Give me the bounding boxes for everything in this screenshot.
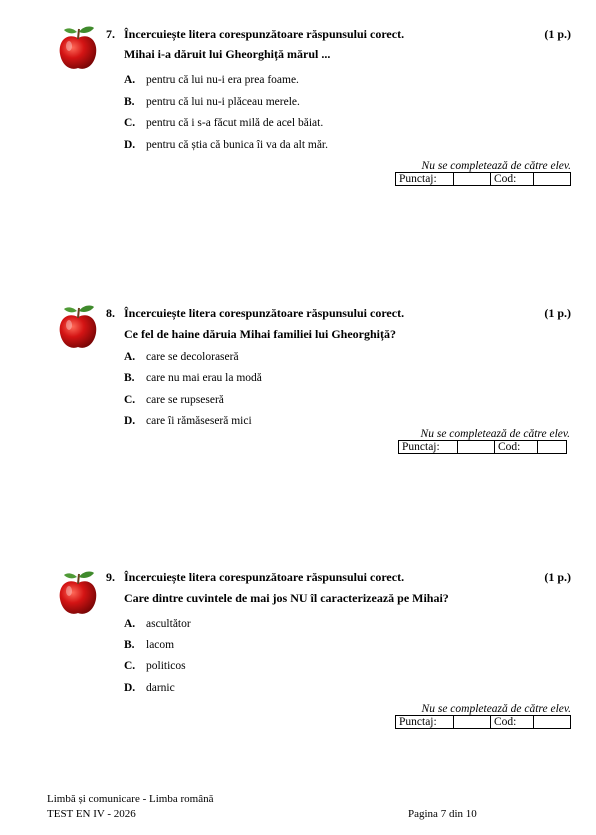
option-text: pentru că lui nu-i plăceau merele. (146, 96, 300, 108)
code-field[interactable] (534, 173, 571, 186)
grading-note: Nu se completează de către elev. (420, 428, 570, 440)
option-text: care se decoloraseră (146, 351, 239, 363)
question-number: 7. (106, 27, 115, 41)
apple-icon (56, 24, 100, 72)
question-instruction: Încercuiește litera corespunzătoare răspunsului corect. (124, 570, 405, 584)
option-d[interactable] (124, 139, 328, 151)
option-d[interactable] (124, 682, 175, 694)
option-b[interactable] (124, 96, 300, 108)
option-b[interactable] (124, 639, 174, 651)
footer-subject: Limbă și comunicare - Limba română (47, 793, 214, 805)
option-letter: A. (124, 74, 136, 86)
score-field[interactable] (454, 716, 491, 729)
option-letter: B. (124, 639, 135, 651)
option-letter: C. (124, 660, 136, 672)
option-letter: D. (124, 139, 136, 151)
grading-box (398, 428, 570, 454)
code-field[interactable] (534, 716, 571, 729)
option-a[interactable] (124, 74, 299, 86)
question-points: (1 p.) (544, 27, 571, 41)
footer-test: TEST EN IV - 2026 (47, 808, 136, 820)
score-field[interactable] (454, 173, 491, 186)
option-c[interactable] (124, 394, 224, 406)
question-points: (1 p.) (544, 306, 571, 320)
option-text: lacom (146, 639, 175, 651)
option-letter: A. (124, 618, 136, 630)
grading-table (395, 172, 571, 186)
option-c[interactable] (124, 117, 323, 129)
option-text: pentru că lui nu-i era prea foame. (146, 74, 299, 86)
option-text: pentru că știa că bunica îi va da alt măr. (146, 139, 329, 151)
option-text: darnic (146, 682, 175, 694)
question-number: 9. (106, 570, 115, 584)
code-label: Cod: (490, 716, 533, 729)
option-letter: D. (124, 682, 136, 694)
question-text: Care dintre cuvintele de mai jos NU îl caracterizează pe Mihai? (124, 591, 449, 605)
question-text: Mihai i-a dăruit lui Gheorghiță mărul ... (124, 47, 331, 61)
code-label: Cod: (490, 173, 533, 186)
score-label: Punctaj: (396, 716, 454, 729)
option-text: care îi rămăseseră mici (146, 415, 252, 427)
score-label: Punctaj: (396, 173, 454, 186)
code-field[interactable] (538, 441, 567, 454)
option-letter: D. (124, 415, 136, 427)
apple-icon (56, 569, 100, 617)
option-text: politicos (146, 660, 186, 672)
option-c[interactable] (124, 660, 186, 672)
grading-table (395, 715, 571, 729)
option-letter: B. (124, 96, 135, 108)
grading-box (395, 160, 571, 186)
option-letter: C. (124, 394, 136, 406)
question-instruction: Încercuiește litera corespunzătoare răspunsului corect. (124, 27, 405, 41)
score-label: Punctaj: (399, 441, 458, 454)
question-text: Ce fel de haine dăruia Mihai familiei lui Gheorghiță? (124, 327, 396, 341)
grading-note: Nu se completează de către elev. (421, 160, 571, 172)
option-b[interactable] (124, 372, 262, 384)
footer-page-number: Pagina 7 din 10 (408, 808, 477, 820)
option-text: ascultător (146, 618, 191, 630)
score-field[interactable] (458, 441, 495, 454)
grading-table (398, 440, 567, 454)
option-letter: A. (124, 351, 136, 363)
option-letter: C. (124, 117, 136, 129)
question-points: (1 p.) (544, 570, 571, 584)
option-text: care nu mai erau la modă (146, 372, 262, 384)
option-d[interactable] (124, 415, 252, 427)
option-letter: B. (124, 372, 135, 384)
question-number: 8. (106, 306, 115, 320)
option-a[interactable] (124, 618, 191, 630)
option-text: care se rupseseră (146, 394, 224, 406)
option-text: pentru că i s-a făcut milă de acel băiat. (146, 117, 324, 129)
apple-icon (56, 303, 100, 351)
grading-note: Nu se completează de către elev. (421, 703, 571, 715)
question-instruction: Încercuiește litera corespunzătoare răspunsului corect. (124, 306, 405, 320)
code-label: Cod: (495, 441, 538, 454)
option-a[interactable] (124, 351, 239, 363)
grading-box (395, 703, 571, 729)
